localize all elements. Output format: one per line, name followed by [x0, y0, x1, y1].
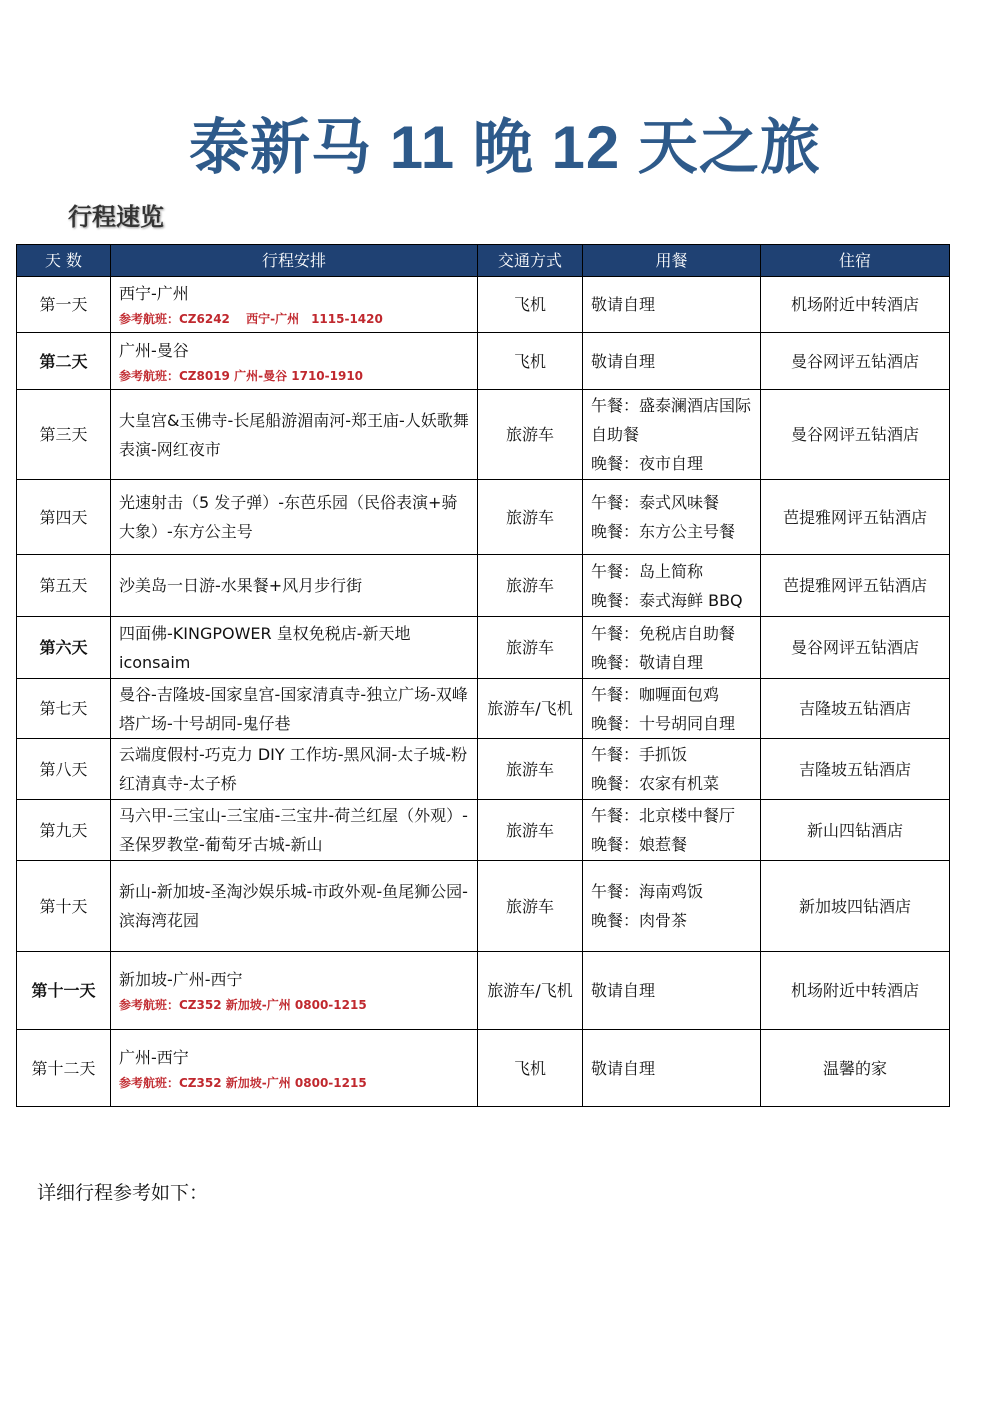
- meals-cell: [583, 952, 761, 1030]
- meal-item: 晚餐：农家有机菜: [591, 774, 720, 793]
- meals-cell: [583, 739, 761, 800]
- route-cell: [111, 390, 478, 480]
- transport-cell: 飞机: [478, 1030, 583, 1107]
- meal-item: 午餐：盛泰澜酒店国际自助餐: [591, 396, 752, 444]
- day-cell: 第六天: [17, 617, 111, 679]
- hotel-cell: 芭提雅网评五钻酒店: [761, 555, 950, 617]
- meal-item: 午餐：岛上简称: [591, 561, 704, 581]
- meal-item: 晚餐：肉骨茶: [591, 911, 688, 930]
- itinerary-table: [16, 244, 950, 1107]
- meals-cell: [583, 861, 761, 952]
- detail-heading: 详细行程参考如下：: [37, 1182, 209, 1204]
- day-cell: 第十天: [17, 861, 111, 952]
- transport-cell: 旅游车/飞机: [478, 679, 583, 739]
- route-cell: [111, 277, 478, 333]
- route-text: 马六甲-三宝山-三宝庙-三宝井-荷兰红屋（外观）-圣保罗教堂-葡萄牙古城-新山: [119, 806, 468, 854]
- meals-cell: [583, 277, 761, 333]
- hotel-cell: 芭提雅网评五钻酒店: [761, 480, 950, 555]
- meal-item: 晚餐：泰式海鲜 BBQ: [591, 590, 743, 610]
- meals-cell: [583, 480, 761, 555]
- transport-cell: 旅游车: [478, 617, 583, 679]
- route-text: 光速射击（5 发子弹）-东芭乐园（民俗表演+骑大象）-东方公主号: [119, 493, 458, 541]
- meals-cell: [583, 800, 761, 861]
- header-route: 行程安排: [111, 245, 478, 277]
- route-cell: [111, 800, 478, 861]
- hotel-cell: 温馨的家: [761, 1030, 950, 1107]
- header-hotel: 住宿: [761, 245, 950, 277]
- day-cell: 第二天: [17, 333, 111, 390]
- day-cell: 第五天: [17, 555, 111, 617]
- day-cell: 第三天: [17, 390, 111, 480]
- meal-item: 敬请自理: [591, 295, 656, 314]
- meal-item: 午餐：咖喱面包鸡: [591, 684, 720, 704]
- hotel-cell: 吉隆坡五钻酒店: [761, 679, 950, 739]
- route-text: 沙美岛一日游-水果餐+风月步行街: [119, 576, 363, 595]
- page-title: 泰新马 11 晚 12 天之旅: [189, 114, 821, 181]
- meal-item: 晚餐：娘惹餐: [591, 835, 688, 854]
- section-heading: 行程速览: [68, 203, 164, 231]
- route-text: 云端度假村-巧克力 DIY 工作坊-黑风洞-太子城-粉红清真寺-太子桥: [119, 745, 468, 793]
- transport-cell: 旅游车: [478, 555, 583, 617]
- meal-item: 午餐：手抓饭: [591, 745, 688, 764]
- transport-cell: 旅游车: [478, 390, 583, 480]
- meal-item: 敬请自理: [591, 351, 656, 371]
- hotel-cell: 新加坡四钻酒店: [761, 861, 950, 952]
- route-cell: [111, 952, 478, 1030]
- hotel-cell: 机场附近中转酒店: [761, 952, 950, 1030]
- meals-cell: [583, 1030, 761, 1107]
- route-cell: [111, 679, 478, 739]
- meal-item: 晚餐：夜市自理: [591, 454, 704, 473]
- hotel-cell: 机场附近中转酒店: [761, 277, 950, 333]
- meals-cell: [583, 390, 761, 480]
- table-row: [17, 333, 950, 390]
- meal-item: 午餐：北京楼中餐厅: [591, 806, 736, 825]
- transport-cell: 旅游车: [478, 739, 583, 800]
- day-cell: 第七天: [17, 679, 111, 739]
- meal-item: 午餐：海南鸡饭: [591, 882, 704, 901]
- meals-cell: [583, 617, 761, 679]
- header-transport: 交通方式: [478, 245, 583, 277]
- meals-cell: [583, 555, 761, 617]
- header-meals: 用餐: [583, 245, 761, 277]
- transport-cell: 旅游车/飞机: [478, 952, 583, 1030]
- route-text: 曼谷-吉隆坡-国家皇宫-国家清真寺-独立广场-双峰塔广场-十号胡同-鬼仔巷: [119, 684, 468, 733]
- transport-cell: 飞机: [478, 277, 583, 333]
- day-cell: 第四天: [17, 480, 111, 555]
- table-row: [17, 679, 950, 739]
- table-row: [17, 277, 950, 333]
- route-text: 新山-新加坡-圣淘沙娱乐城-市政外观-鱼尾狮公园-滨海湾花园: [119, 882, 468, 930]
- flight-info: 参考航班：CZ8019 广州-曼谷 1710-1910: [119, 368, 364, 383]
- meal-item: 敬请自理: [591, 981, 656, 1000]
- route-text: 广州-西宁: [119, 1047, 189, 1067]
- table-row: [17, 617, 950, 679]
- transport-cell: 飞机: [478, 333, 583, 390]
- flight-info: 参考航班：CZ6242 西宁-广州 1115-1420: [119, 312, 383, 326]
- route-text: 广州-曼谷: [119, 340, 189, 360]
- table-row: [17, 390, 950, 480]
- hotel-cell: 曼谷网评五钻酒店: [761, 617, 950, 679]
- route-cell: [111, 739, 478, 800]
- day-cell: 第十二天: [17, 1030, 111, 1107]
- meal-item: 晚餐：敬请自理: [591, 652, 704, 672]
- table-row: [17, 861, 950, 952]
- route-text: 新加坡-广州-西宁: [119, 970, 243, 989]
- day-cell: 第九天: [17, 800, 111, 861]
- table-header-row: [17, 245, 950, 277]
- day-cell: 第一天: [17, 277, 111, 333]
- meal-item: 午餐：免税店自助餐: [591, 623, 736, 643]
- hotel-cell: 曼谷网评五钻酒店: [761, 333, 950, 390]
- route-text: 西宁-广州: [119, 284, 189, 303]
- meal-item: 午餐：泰式风味餐: [591, 493, 720, 512]
- route-cell: [111, 1030, 478, 1107]
- route-cell: [111, 555, 478, 617]
- transport-cell: 旅游车: [478, 800, 583, 861]
- hotel-cell: 新山四钻酒店: [761, 800, 950, 861]
- route-text: 大皇宫&玉佛寺-长尾船游湄南河-郑王庙-人妖歌舞表演-网红夜市: [119, 410, 469, 459]
- table-row: [17, 555, 950, 617]
- day-cell: 第八天: [17, 739, 111, 800]
- meal-item: 敬请自理: [591, 1058, 656, 1078]
- table-row: [17, 1030, 950, 1107]
- transport-cell: 旅游车: [478, 861, 583, 952]
- meal-item: 晚餐：十号胡同自理: [591, 713, 736, 733]
- table-row: [17, 739, 950, 800]
- flight-info: 参考航班：CZ352 新加坡-广州 0800-1215: [119, 1075, 367, 1090]
- day-cell: 第十一天: [17, 952, 111, 1030]
- meal-item: 晚餐：东方公主号餐: [591, 522, 736, 541]
- route-text: 四面佛-KINGPOWER 皇权免税店-新天地 iconsaim: [119, 623, 411, 672]
- meals-cell: [583, 333, 761, 390]
- hotel-cell: 吉隆坡五钻酒店: [761, 739, 950, 800]
- header-day: 天 数: [17, 245, 111, 277]
- route-cell: [111, 617, 478, 679]
- table-row: [17, 480, 950, 555]
- transport-cell: 旅游车: [478, 480, 583, 555]
- meals-cell: [583, 679, 761, 739]
- table-row: [17, 800, 950, 861]
- route-cell: [111, 480, 478, 555]
- route-cell: [111, 861, 478, 952]
- route-cell: [111, 333, 478, 390]
- table-row: [17, 952, 950, 1030]
- hotel-cell: 曼谷网评五钻酒店: [761, 390, 950, 480]
- flight-info: 参考航班：CZ352 新加坡-广州 0800-1215: [119, 998, 367, 1012]
